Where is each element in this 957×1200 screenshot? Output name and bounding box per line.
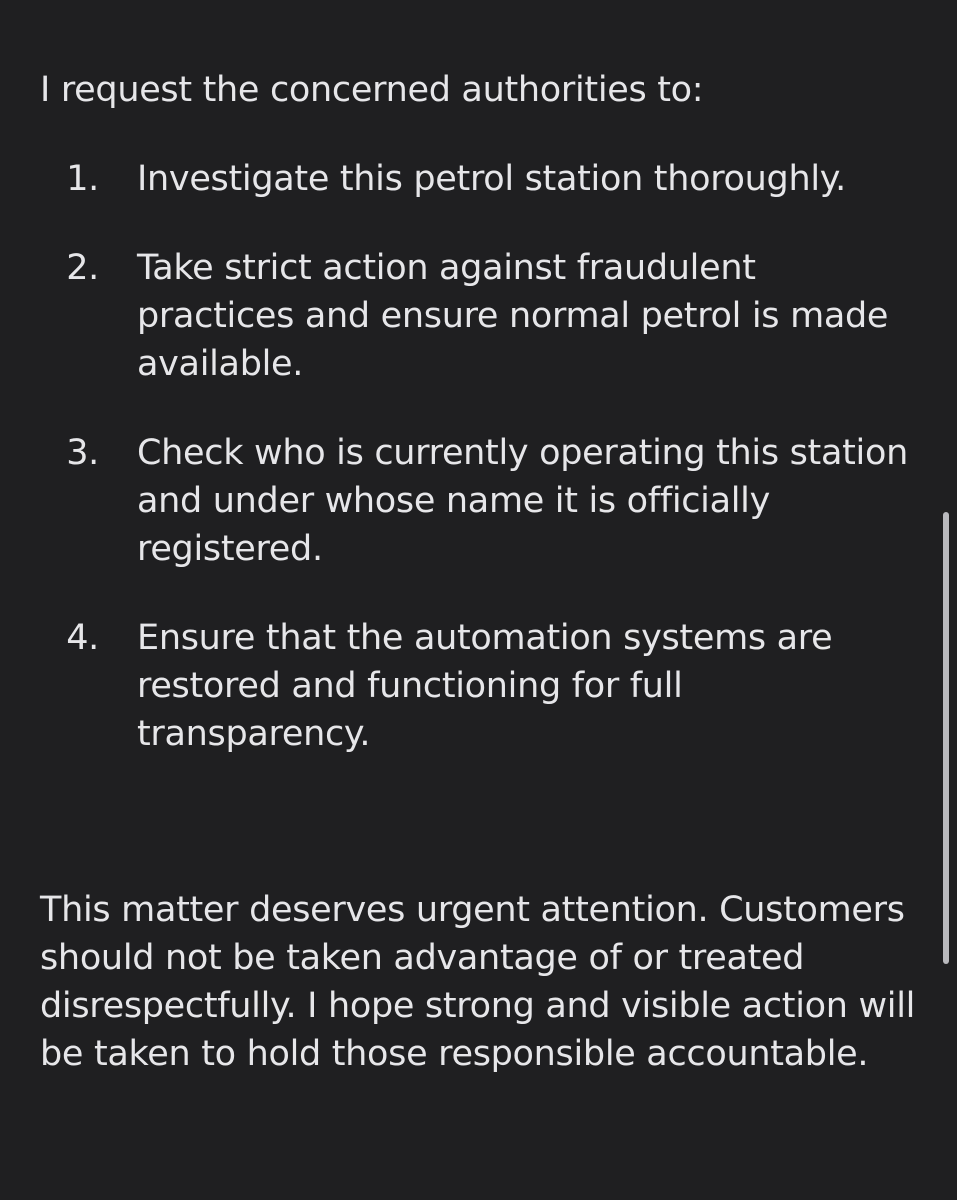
list-item-text: Investigate this petrol station thoroughly. <box>137 159 847 199</box>
list-item-number: 3. <box>66 433 99 473</box>
list-item <box>40 614 920 758</box>
list-item-number: 4. <box>66 618 99 658</box>
scrollbar-thumb[interactable] <box>943 512 949 964</box>
list-item-number: 2. <box>66 248 99 288</box>
request-list <box>40 155 920 799</box>
list-item-text: Check who is currently operating this station and under whose name it is officially registered. <box>137 433 908 569</box>
list-item-text: Ensure that the automation systems are restored and functioning for full transparency. <box>137 618 833 754</box>
list-item <box>40 244 920 388</box>
closing-paragraph: This matter deserves urgent attention. Customers should not be taken advantage of or treated disrespectfully. I hope strong and visible action will be taken to hold those responsible accountable. <box>40 890 916 1074</box>
list-item <box>40 429 920 573</box>
list-item <box>40 155 920 203</box>
intro-paragraph: I request the concerned authorities to: <box>40 70 704 110</box>
vertical-scrollbar[interactable] <box>943 512 949 964</box>
list-item-number: 1. <box>66 159 99 199</box>
list-item-text: Take strict action against fraudulent practices and ensure normal petrol is made available. <box>137 248 889 384</box>
